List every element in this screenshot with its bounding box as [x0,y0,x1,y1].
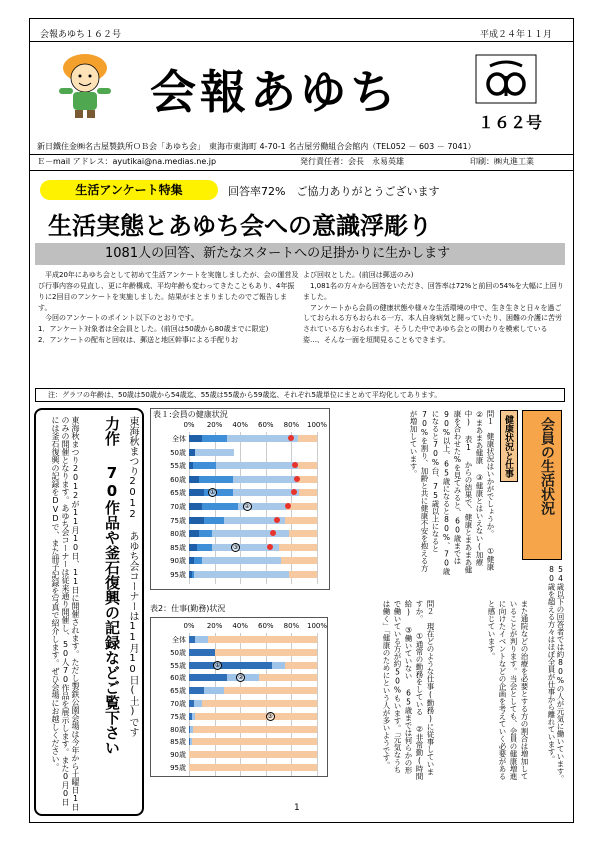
bar-segment [189,530,199,537]
bar-segment [224,687,317,694]
body-text-a: 問１ 健康状況はいかがでしょうか。 ①健康 ②まあまあ健康 ③健康とはいえない(加療中) 表1 からの結果で、健康とまあまあ健康を合わせた%を見てみると、60歳までは90%以上、65歳になると80%、70歳になると70%台、75歳以上になると70%を割り、加齢と共に健康不安を抱える方が増加しています。 [409,410,495,575]
row-label: 85歳 [170,738,186,747]
bar-segment [204,687,223,694]
tick-label: 80% [283,421,300,429]
body-text-c: 問２ 現在どのような仕事(勤務)に従事していますか。 ①通常の勤務をしている ②非常勤(時間給) ③働いていない 65歳までは何らかの形で働いている方が約50%もいます。「元気なうちは働く」「健康のためにという人が多いようです。 [382,600,435,780]
row-label: 55歳 [170,462,186,471]
bar-segment [193,726,317,733]
bar-segment [189,649,215,656]
bar-segment [199,530,212,537]
series-marker: ① [209,489,216,497]
intro-column-left: 平成20年にあゆち会として初めて生活アンケートを実施しましたが、会の運営及び行事内容の見直し、更に年齢構成、平均年齢も変わってきたこともあり、4年振りに2回目のアンケートを実施しました。結果がまとまりましたのでご報告します。 今回のアンケートのポイント以下のとおりです。 1．アンケート対象者は全会員とした。(前回は50歳から80歳までに限定) 2．アンケートの配布と回収は、郵送と地区幹事による手配りお [38,271,299,345]
chart2-title: 表2：仕事(勤務)状況 [150,604,226,613]
response-rate: 回答率72% ご協力ありがとうございます [228,185,440,198]
series-marker: ② [244,503,250,510]
row-label: 60歳 [170,674,186,683]
bar-segment [289,571,317,578]
row-label: 75歳 [170,516,186,525]
bar-segment [197,544,212,551]
bar-segment [289,530,317,537]
bar-segment [215,649,317,656]
bar-segment [202,700,317,707]
row-label: 75歳 [170,712,186,721]
bar-segment [189,517,204,524]
bar-segment [204,517,223,524]
tick-label: 40% [232,421,248,429]
section-title-box [522,410,562,560]
row-label: 95歳 [170,764,186,772]
bar-segment [281,557,317,564]
row-label: 80歳 [170,530,186,539]
row-label: 90歳 [170,557,186,566]
bar-segment [195,449,233,456]
tick-label: 20% [206,622,223,630]
series-marker: ② [237,674,244,682]
main-headline: 生活実態とあゆち会への意識浮彫り [48,211,432,240]
bar-segment [202,503,238,510]
chart-note: 注：グラフの年齢は、50歳は50歳から54歳迄、55歳は55歳から59歳迄、それぞれ5歳単位にまとめて平均化してあります。 [35,388,565,402]
tick-label: 80% [283,622,300,630]
data-point [294,476,300,482]
tick-label: 0% [183,421,195,429]
bar-segment [202,557,281,564]
bar-segment [193,462,216,469]
row-label: 65歳 [170,489,186,498]
tick-label: 0% [183,622,195,630]
data-point [274,517,280,523]
data-point [267,544,273,550]
printer-info: 印刷：㈱丸進工業 [470,157,534,166]
tick-label: 100% [306,421,327,429]
data-point [285,503,291,509]
notice-body: 東海秋まつり2012が11月10日、11日に開催されます。ただし製鉄公園会場は今年から土曜日1日のみの開催となります。あゆち会コーナーは従来通り開催し、50人70作品を展示します。また0月0日には釜石復興の記録をDVDで、また冊子記録を写真で紹介します。ぜひ会場にお越しください。 [51,416,80,811]
bar-segment [189,503,202,510]
sub-headline: 1081人の回答、新たなスタートへの足掛かりに生かします [35,243,565,265]
intro-column-right: よび回収とした。(前回は郵送のみ) 1,081名の方々から回答をいただき、回答率は72%と前回の54%を大幅に上回りました。 アンケートから会員の健康状態や様々な生活環境の中で、生き生きと日々を過ごしておられる方もおられる一方、本人自身病気と闘っていたり、困難の介護に苦労されている方もおられます。そうした中であゆち会との関わりを模索している姿…、そんな一面を垣間見ることもできます。 [303,271,564,345]
row-label: 70歳 [170,700,186,708]
page-number: 1 [294,803,300,813]
bar-segment [189,674,227,681]
bar-segment [189,687,204,694]
bar-segment [285,662,317,669]
row-label: 65歳 [170,687,186,696]
bar-segment [195,713,317,720]
row-label: 全体 [172,636,186,644]
bar-segment [189,544,197,551]
tick-label: 40% [232,622,248,630]
bar-segment [279,544,317,551]
bar-segment [299,489,317,496]
bar-segment [216,462,298,469]
bar-segment [202,435,228,442]
row-label: 全体 [172,435,186,443]
mascot-illustration [45,48,125,120]
bar-segment [189,435,202,442]
work-status-chart [150,617,328,777]
divider [29,170,574,171]
bar-segment [189,751,317,758]
row-label: 50歳 [170,448,186,457]
bar-segment [194,557,202,564]
row-label: 90歳 [170,751,186,760]
bar-segment [189,489,204,496]
bar-segment [189,764,317,771]
series-marker: ③ [232,543,239,551]
notice-highlight: 力作 70作品や釜石復興の記録などご覧下さい [103,416,121,755]
section-title: 会員の生活状況 [539,417,555,515]
bar-segment [212,530,289,537]
tick-label: 60% [258,421,274,429]
row-label: 50歳 [170,648,186,657]
bar-segment [298,435,317,442]
publisher-info: 発行責任者：会長 永易英雄 [300,157,404,166]
body-text-b: また通院などの治療を必要とする方の割合は増加していることが判ります。当会としても、会員の健康増進に向けたイベントなどの企画を考えていく必要があると感じています。 [487,600,529,780]
bar-segment [259,674,317,681]
bar-segment [227,435,297,442]
row-label: 80歳 [170,725,186,734]
bar-segment [233,476,297,483]
bar-segment [194,700,202,707]
bar-segment [194,571,289,578]
series-marker: ③ [267,712,273,720]
row-label: 55歳 [170,661,186,670]
divider [29,41,574,42]
health-status-chart [150,408,330,590]
row-label: 85歳 [170,543,186,552]
notice-heading: 東海秋まつり2012 あゆち会コーナーは11月10日(土)です [127,416,138,737]
row-label: 70歳 [170,503,186,511]
series-marker: ① [214,661,221,669]
tick-label: 20% [206,421,223,429]
bar-segment [285,517,317,524]
ayuchi-logo [475,54,537,104]
bar-segment [286,503,317,510]
bar-segment [192,738,317,745]
bar-segment [233,489,300,496]
subsection-title: 健康状況と仕事 [503,415,513,478]
bar-segment [208,636,317,643]
issue-number: １６２号 [478,113,543,132]
org-info: 新日鐵住金㈱名古屋製鉄所ＯＢ会「あゆち会」 東海市東海町 4-70-1 名古屋労働組合会館内（TEL052 － 603 － 7041） [37,142,476,151]
subsection-box [500,410,518,482]
row-label: 60歳 [170,475,186,484]
chart1-title: 表１:会員の健康状況 [153,410,228,419]
newsletter-number: 会報あゆち１６２号 [40,30,122,40]
feature-tag: 生活アンケート特集 [40,180,218,200]
body-text-e: 54歳以下の回答者では約80%の人が元気に働いています。80歳を超える方々はほぼ全員が仕事から離れています。 [547,565,565,783]
tick-label: 60% [258,622,274,630]
row-label: 95歳 [170,571,186,579]
autumn-festival-notice [34,408,144,816]
issue-date: 平成２４年１１月 [480,30,553,40]
bar-segment [272,662,285,669]
email-info: Ｅ－mail アドレス：ayutikai@na.medias.ne.jp [37,157,217,166]
bar-segment [297,476,317,483]
divider [29,154,574,155]
bar-segment [199,476,232,483]
tick-label: 100% [306,622,327,630]
bar-segment [189,662,272,669]
gridline [317,633,318,776]
newsletter-title: 会報あゆち [150,65,400,119]
bar-segment [189,476,199,483]
bar-segment [298,462,317,469]
gridline [317,432,318,584]
bar-segment [195,636,208,643]
